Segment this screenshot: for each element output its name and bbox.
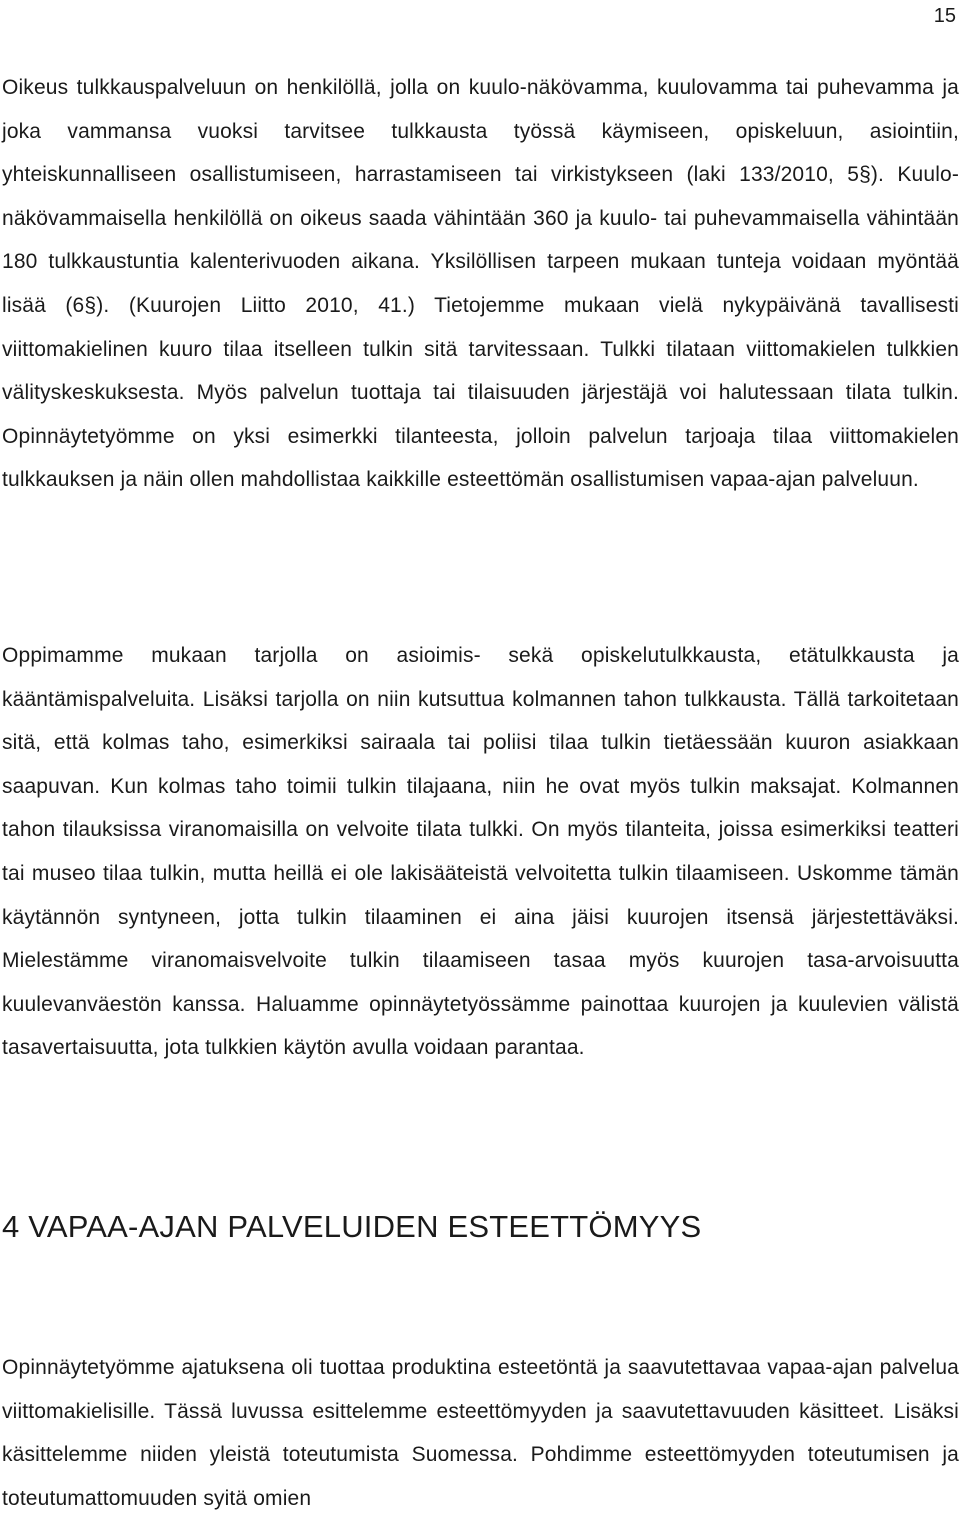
paragraph-section-intro: Opinnäytetyömme ajatuksena oli tuottaa produktina esteetöntä ja saavutettavaa vapaa-ajan palvelua viittomakielisille. Tässä luvussa esittelemme esteettömyyden ja saavutettavuuden käsitteet. Lisäksi käsittelemme niiden yleistä toteutumista Suomessa. Pohdimme esteettömyyden toteutumisen ja toteutumattomuuden syitä omien [2, 1356, 959, 1510]
section-heading: 4 VAPAA-AJAN PALVELUIDEN ESTEETTÖMYYS [2, 1209, 702, 1244]
paragraph-third-party-interpreting: Oppimamme mukaan tarjolla on asioimis- sekä opiskelutulkkausta, etätulkkausta ja kääntämispalveluita. Lisäksi tarjolla on niin kutsuttua kolmannen tahon tulkkausta. Tällä tarkoitetaan sitä, että kolmas taho, esimerkiksi sairaala tai poliisi tilaa tulkin tietäessään kuuron asiakkaan saapuvan. Kun kolmas taho toimii tulkin tilajaana, niin he ovat myös tulkin maksajat. Kolmannen tahon tilauksissa viranomaisilla on velvoite tilata tulkki. On myös tilanteita, joissa esimerkiksi teatteri tai museo tilaa tulkin, mutta heillä ei ole lakisääteistä velvoitetta tulkin tilaamiseen. Uskomme tämän käytännön syntyneen, jotta tulkin tilaaminen ei aina jäisi kuurojen itsensä järjestettäväksi. Mielestämme viranomaisvelvoite tulkin tilaamiseen tasaa myös kuurojen tasa-arvoisuutta kuulevanväestön kanssa. Haluamme opinnäytetyössämme painottaa kuurojen ja kuulevien välistä tasavertaisuutta, jota tulkkien käytön avulla voidaan parantaa. [2, 644, 959, 1060]
page-number: 15 [933, 5, 956, 27]
paragraph-interpreting-rights: Oikeus tulkkauspalveluun on henkilöllä, jolla on kuulo-näkövamma, kuulovamma tai puhevamma ja joka vammansa vuoksi tarvitsee tulkkausta työssä käymiseen, opiskeluun, asiointiin, yhteiskunnalliseen osallistumiseen, harrastamiseen tai virkistykseen (laki 133/2010, 5§). Kuulo-näkövammaisella henkilöllä on oikeus saada vähintään 360 ja kuulo- tai puhevammaisella vähintään 180 tulkkaustuntia kalenterivuoden aikana. Yksilöllisen tarpeen mukaan tunteja voidaan myöntää lisää (6§). (Kuurojen Liitto 2010, 41.) Tietojemme mukaan vielä nykypäivänä tavallisesti viittomakielinen kuuro tilaa itselleen tulkin sitä tarvitessaan. Tulkki tilataan viittomakielen tulkkien välityskeskuksesta. Myös palvelun tuottaja tai tilaisuuden järjestäjä voi halutessaan tilata tulkin. Opinnäytetyömme on yksi esimerkki tilanteesta, jolloin palvelun tarjoaja tilaa viittomakielen tulkkauksen ja näin ollen mahdollistaa kaikkille esteettömän osallistumisen vapaa-ajan palveluun. [2, 76, 959, 492]
